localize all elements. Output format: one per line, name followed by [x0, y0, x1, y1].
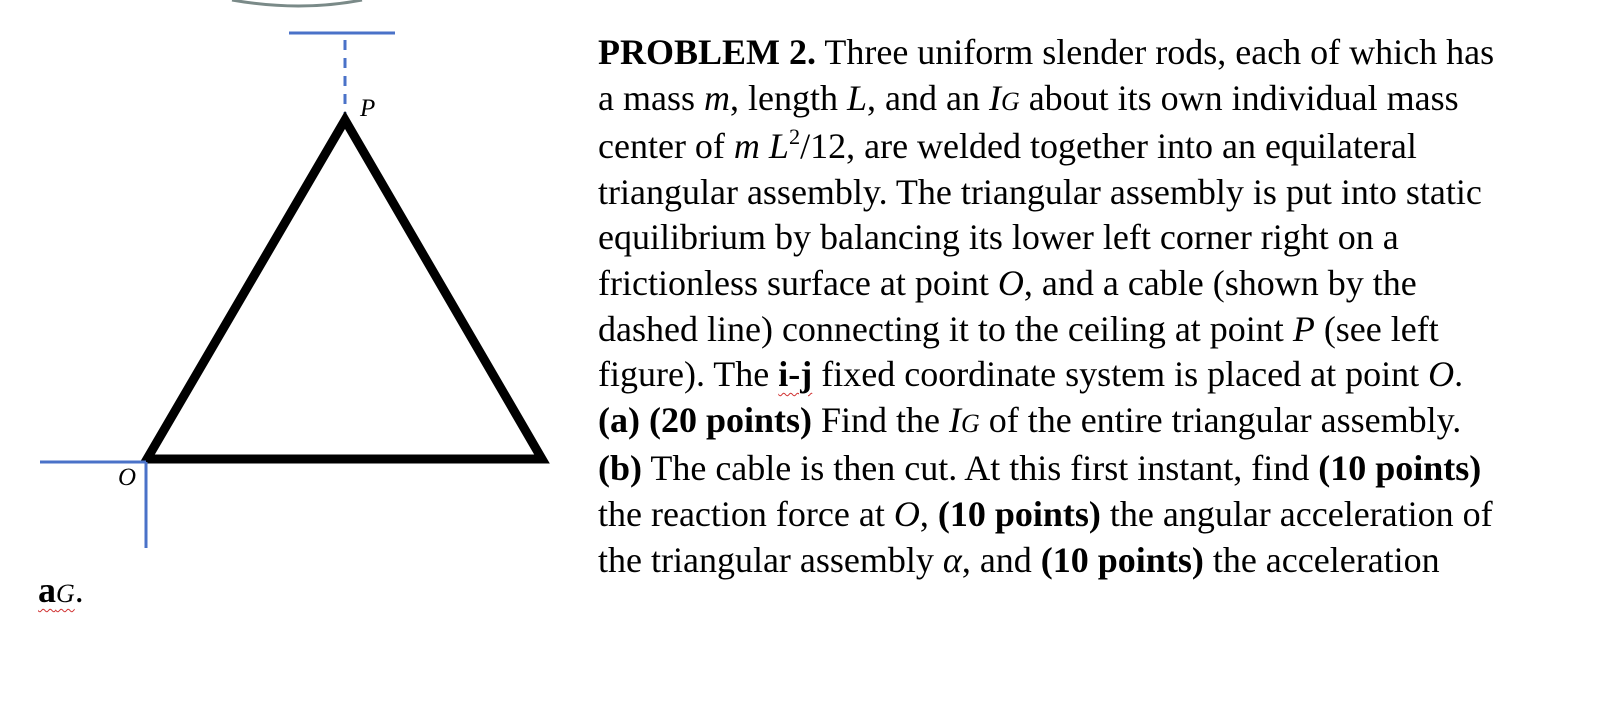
part-b-label: (b) — [598, 448, 642, 489]
text-line-6 — [598, 261, 1608, 307]
text-run: the reaction force at — [598, 493, 894, 534]
text-run: the angular acceleration of — [1100, 493, 1493, 534]
text-line-12 — [598, 538, 1608, 584]
var-i: I — [949, 399, 962, 440]
text-run: . — [74, 570, 84, 610]
text-run: , length — [729, 77, 847, 118]
text-run: fixed coordinate system is placed at point — [812, 354, 1429, 395]
text-run: , and a cable (shown by the — [1023, 262, 1417, 303]
var-p: P — [1292, 308, 1315, 349]
subscript-g: G — [961, 408, 980, 438]
text-line-2 — [598, 76, 1608, 125]
text-run: , — [919, 493, 938, 534]
text-run: . — [1454, 354, 1464, 395]
label-p: P — [360, 95, 376, 122]
text-run: figure). The — [598, 354, 779, 395]
text-run: about its own individual mass — [1019, 77, 1459, 118]
label-o: O — [118, 464, 137, 491]
var-o: O — [893, 493, 920, 534]
vector-a: a — [38, 570, 56, 610]
ij-coordinate-label: i-j — [778, 354, 813, 395]
points-label: (10 points) — [937, 493, 1101, 534]
problem-heading: PROBLEM 2. — [598, 32, 817, 72]
var-o: O — [1428, 354, 1455, 395]
text-line-11 — [598, 492, 1608, 538]
text-line-1 — [598, 30, 1608, 76]
problem-statement — [598, 30, 1608, 583]
text-run: Find the — [812, 399, 950, 440]
text-line-5: equilibrium by balancing its lower left corner right on a — [598, 217, 1399, 258]
text-run: dashed line) connecting it to the ceiling at point — [598, 308, 1293, 349]
text-run: /12, are welded together into an equilateral — [800, 126, 1417, 167]
text-run: a mass — [598, 77, 704, 118]
var-l: L — [846, 77, 867, 118]
var-m: m — [733, 126, 760, 167]
subscript-g: G — [56, 579, 75, 608]
text-run: The cable is then cut. At this first instant, find — [642, 448, 1319, 489]
part-a-label: (a) (20 points) — [598, 399, 812, 440]
text-run: , and — [961, 539, 1041, 580]
text-run: Three uniform slender rods, each of which has — [816, 32, 1495, 72]
triangle-assembly — [147, 120, 542, 459]
var-i: I — [988, 77, 1001, 118]
var-o: O — [997, 262, 1024, 303]
text-run: of the entire triangular assembly. — [979, 399, 1462, 440]
text-run: the triangular assembly — [598, 539, 943, 580]
text-run: frictionless surface at point — [598, 262, 998, 303]
exponent-2: 2 — [788, 124, 801, 150]
var-l: L — [768, 126, 789, 167]
ag-symbol — [38, 570, 75, 610]
text-line-8 — [598, 352, 1608, 398]
text-run: , and an — [867, 77, 989, 118]
text-line-3 — [598, 124, 1608, 170]
partial-circle-top — [232, 0, 362, 6]
var-m: m — [703, 77, 730, 118]
text-line-7 — [598, 307, 1608, 353]
text-run: center of — [598, 126, 734, 167]
text-line-10 — [598, 446, 1608, 492]
subscript-g: G — [1000, 86, 1020, 116]
text-run: the acceleration — [1203, 539, 1440, 580]
text-run: (see left — [1314, 308, 1439, 349]
problem-figure — [0, 0, 600, 702]
trailing-acceleration-term — [38, 568, 84, 616]
points-label: (10 points) — [1040, 539, 1204, 580]
text-line-9 — [598, 398, 1608, 447]
points-label: (10 points) — [1318, 448, 1482, 489]
text-line-4: triangular assembly. The triangular assembly is put into static — [598, 171, 1482, 212]
var-alpha: α — [942, 539, 962, 580]
